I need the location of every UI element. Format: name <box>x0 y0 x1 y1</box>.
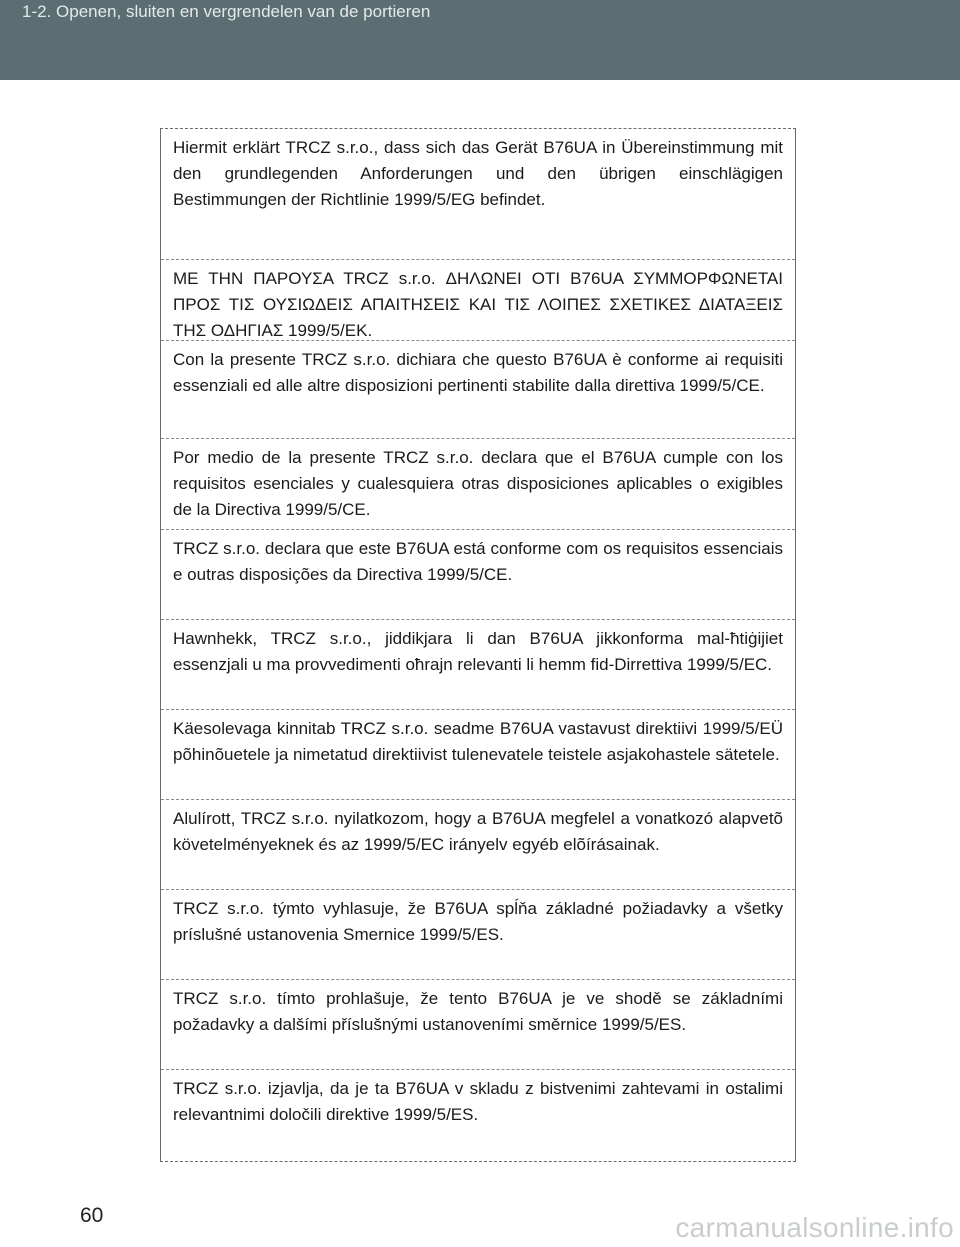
section-header-band <box>0 0 960 80</box>
declaration-slovenian: TRCZ s.r.o. izjavlja, da je ta B76UA v skladu z bistvenimi zahtevami in ostalimi relevantnimi določili direktive 1999/5/ES. <box>173 1079 783 1124</box>
declaration-portuguese: TRCZ s.r.o. declara que este B76UA está conforme com os requisitos essenciais e outras disposições da Directiva 1999/5/CE. <box>161 530 795 620</box>
declaration-greek: ΜΕ ΤΗΝ ΠΑΡΟΥΣΑ TRCZ s.r.o. ΔΗΛΩΝΕΙ ΟΤΙ B76UA ΣΥΜΜΟΡΦΩΝΕΤΑΙ ΠΡΟΣ ΤΙΣ ΟΥΣΙΩΔΕΙΣ ΑΠΑΙΤΗΣΕΙΣ ΚΑΙ ΤΙΣ ΛΟΙΠΕΣ ΣΧΕΤΙΚΕΣ ΔΙΑΤΑΞΕΙΣ ΤΗΣ ΟΔΗΓΙΑΣ 1999/5/ΕΚ. <box>161 260 795 341</box>
declaration-czech: TRCZ s.r.o. tímto prohlašuje, že tento B76UA je ve shodě se základními požadavky a dalšími příslušnými ustanoveními směrnice 1999/5/ES. <box>161 980 795 1070</box>
declaration-hungarian: Alulírott, TRCZ s.r.o. nyilatkozom, hogy a B76UA megfelel a vonatkozó alapvetõ követelményeknek és az 1999/5/EC irányelv egyéb elõírásainak. <box>161 800 795 890</box>
watermark: carmanualsonline.info <box>675 1212 954 1243</box>
page-number: 60 <box>80 1204 104 1227</box>
declaration-spanish: Por medio de la presente TRCZ s.r.o. declara que el B76UA cumple con los requisitos esenciales y cualesquiera otras disposiciones aplicables o exigibles de la Directiva 1999/5/CE. <box>161 439 795 530</box>
declaration-estonian: Käesolevaga kinnitab TRCZ s.r.o. seadme B76UA vastavust direktiivi 1999/5/EÜ põhinõuetele ja nimetatud direktiivist tulenevatele teistele asjakohastele sätetele. <box>161 710 795 800</box>
declaration-german: Hiermit erklärt TRCZ s.r.o., dass sich das Gerät B76UA in Übereinstimmung mit den grundlegenden Anforderungen und den übrigen einschlägigen Bestimmungen der Richtlinie 1999/5/EG befindet. <box>161 129 795 260</box>
section-title: 1-2. Openen, sluiten en vergrendelen van de portieren <box>22 2 431 21</box>
declaration-maltese: Hawnhekk, TRCZ s.r.o., jiddikjara li dan B76UA jikkonforma mal-ħtiġijiet essenzjali u ma provvedimenti oħrajn relevanti li hemm fid-Dirrettiva 1999/5/EC. <box>161 620 795 710</box>
declaration-box <box>160 128 796 1162</box>
declaration-italian: Con la presente TRCZ s.r.o. dichiara che questo B76UA è conforme ai requisiti essenziali ed alle altre disposizioni pertinenti stabilite dalla direttiva 1999/5/CE. <box>161 341 795 439</box>
declaration-slovak: TRCZ s.r.o. týmto vyhlasuje, že B76UA spĺňa základné požiadavky a všetky príslušné ustanovenia Smernice 1999/5/ES. <box>161 890 795 980</box>
